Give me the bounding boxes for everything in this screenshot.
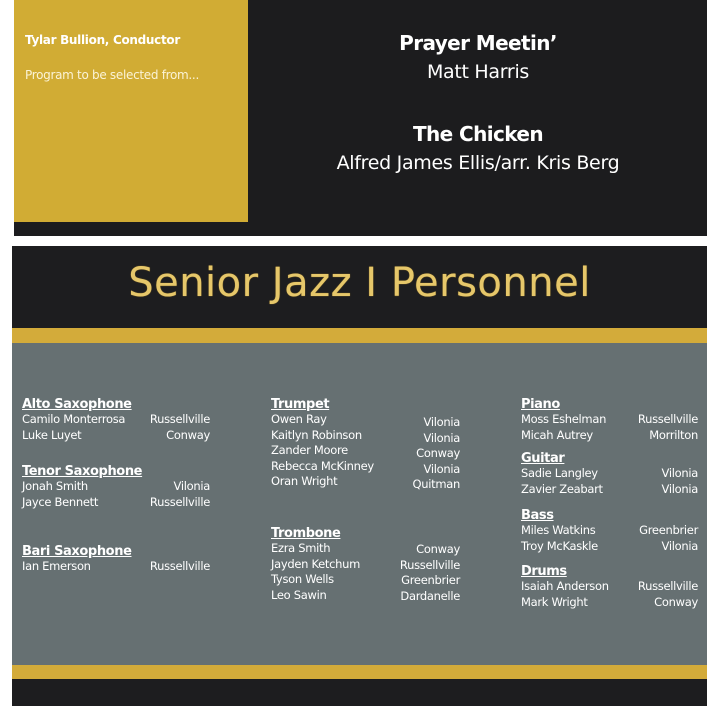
member-row [22,479,210,495]
member-town: Vilonia [423,461,460,476]
member-town: Conway [166,427,210,442]
section-title: Bass [521,508,554,523]
member-town: Greenbrier [639,523,698,537]
program-note: Program to be selected from... [25,68,199,82]
section-title: Trumpet [271,397,330,412]
piece-title: Prayer Meetin’ [399,31,557,55]
member-name: Ezra Smith [271,541,331,555]
member-town: Russellville [637,412,698,426]
member-name: Tyson Wells [271,572,334,586]
member-town: Vilonia [661,466,698,480]
member-row [271,557,460,573]
section-piano [521,397,698,443]
section-title: Piano [521,397,560,412]
member-name: Kaitlyn Robinson [271,427,362,442]
piece-item [248,122,708,174]
member-town: Russellville [149,412,210,426]
member-town: Vilonia [173,479,210,493]
section-drums [521,564,698,610]
member-row [271,572,460,588]
member-name: Zander Moore [271,443,348,457]
member-town: Morrilton [649,427,698,442]
member-row [22,559,210,575]
member-row [271,443,460,459]
member-town: Conway [416,446,460,460]
section-title: Tenor Saxophone [22,464,143,479]
member-row [271,428,460,444]
member-name: Camilo Monterrosa [22,412,126,426]
member-town: Russellville [149,494,210,509]
member-name: Ian Emerson [22,559,91,573]
personnel-heading: Senior Jazz I Personnel [128,260,591,306]
member-row [521,595,698,611]
section-title: Alto Saxophone [22,397,132,412]
member-name: Jayden Ketchum [271,556,361,571]
member-row [521,428,698,444]
member-row [521,466,698,482]
member-row [22,495,210,511]
section-bass [521,508,698,554]
piece-composer: Matt Harris [426,61,530,83]
member-name: Luke Luyet [22,427,82,442]
member-town: Vilonia [423,415,460,429]
member-name: Mark Wright [521,594,588,609]
member-town: Greenbrier [401,573,460,587]
member-name: Sadie Langley [521,466,598,480]
member-town: Vilonia [661,538,698,553]
section-guitar [521,451,698,497]
member-name: Micah Autrey [521,427,593,442]
member-row [271,459,460,475]
member-row [521,523,698,539]
member-row [271,541,460,557]
member-town: Quitman [412,477,460,491]
member-name: Leo Sawin [271,587,327,602]
roster-area [12,343,707,665]
member-town: Dardanelle [400,588,460,603]
conductor-box [14,0,248,222]
member-row [22,412,210,428]
member-town: Conway [654,594,698,609]
member-row [271,588,460,604]
member-town: Conway [416,542,460,556]
member-name: Isaiah Anderson [521,579,609,593]
member-town: Russellville [149,559,210,573]
member-town: Vilonia [423,430,460,445]
member-row [521,539,698,555]
section-title: Guitar [521,451,565,466]
section-trumpet [271,397,460,490]
section-alto-saxophone [22,397,210,443]
section-tenor-saxophone [22,464,210,510]
program-panel [14,0,707,236]
member-name: Rebecca McKinney [271,458,374,473]
member-name: Moss Eshelman [521,412,607,426]
member-row [271,474,460,490]
piece-composer: Alfred James Ellis/arr. Kris Berg [336,152,620,174]
member-name: Miles Watkins [521,523,596,537]
personnel-panel [12,246,707,706]
piece-item [248,31,708,83]
section-title: Drums [521,564,567,579]
section-title: Trombone [271,526,341,541]
piece-title: The Chicken [412,122,543,146]
gold-divider-bottom [12,665,707,679]
member-name: Oran Wright [271,474,338,488]
member-row [521,482,698,498]
member-town: Russellville [637,579,698,593]
member-town: Russellville [399,557,460,572]
section-bari-saxophone [22,544,210,575]
section-trombone [271,526,460,603]
member-name: Troy McKaskle [521,538,598,553]
member-name: Zavier Zeabart [521,481,603,496]
member-town: Vilonia [661,481,698,496]
conductor-name: Tylar Bullion, Conductor [25,33,180,47]
member-row [521,579,698,595]
section-title: Bari Saxophone [22,544,132,559]
member-name: Jayce Bennett [22,494,99,509]
member-row [271,412,460,428]
member-name: Jonah Smith [22,479,88,493]
member-row [521,412,698,428]
gold-divider-top [12,328,707,343]
member-row [22,428,210,444]
member-name: Owen Ray [271,412,327,426]
